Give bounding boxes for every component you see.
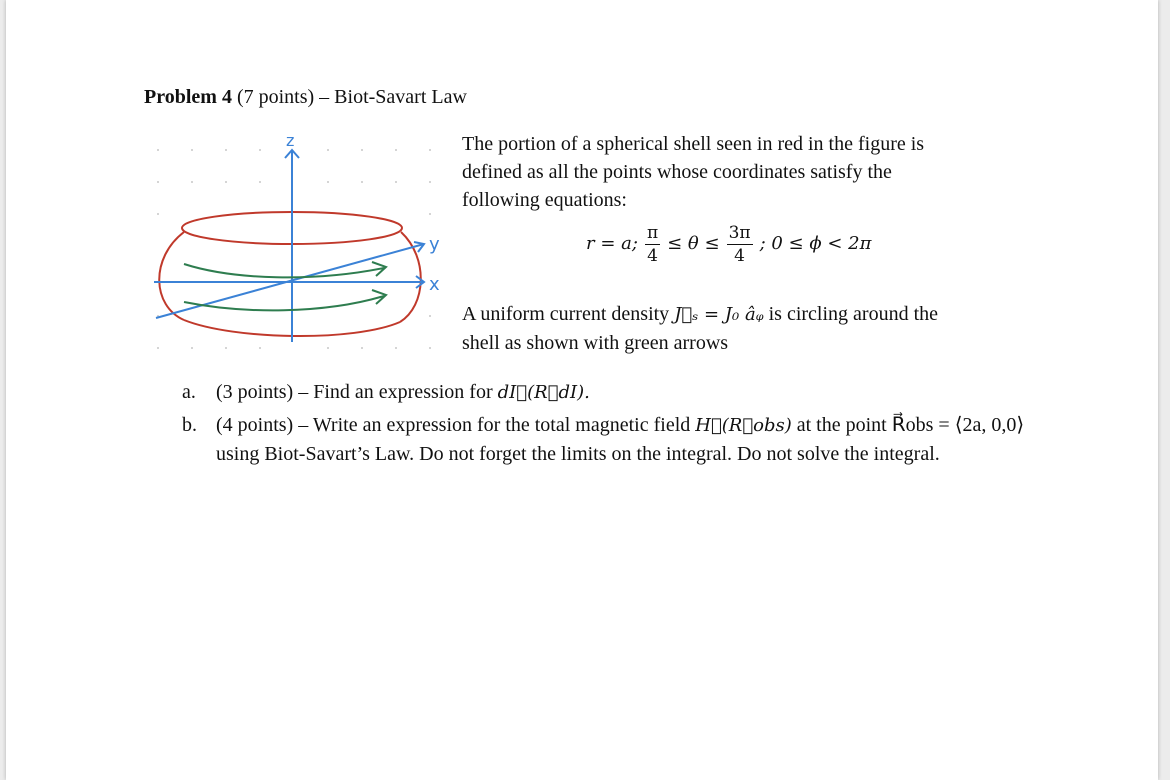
equation-radius: r = a;: [586, 233, 638, 255]
question-label: a.: [182, 381, 196, 403]
fraction-pi-over-4: $\frac{\pi}{4}$: [646, 223, 659, 266]
fraction-3pi-over-4: $\frac{3\pi}{4}$: [728, 223, 751, 266]
coordinate-axes: [154, 150, 424, 342]
current-density-paragraph: A uniform current density J⃗ₛ = J₀ âᵩ is circling around the shell as shown with green arrows: [462, 303, 939, 354]
question-label: b.: [182, 414, 197, 436]
axis-y-label: y: [429, 234, 440, 255]
red-shell: [159, 212, 421, 336]
current-density-symbol: J⃗ₛ = J₀ âᵩ: [674, 304, 764, 325]
question-math: H⃗(R⃗obs): [695, 415, 792, 436]
problem-number: Problem 4: [144, 86, 232, 108]
question-math: dI⃗(R⃗dI).: [497, 382, 590, 403]
description-line: defined as all the points whose coordinates satisfy the: [462, 161, 892, 183]
question-a: a. (3 points) – Find an expression for dI⃗(R⃗dI).: [182, 378, 1042, 407]
axis-x-label: x: [429, 274, 440, 295]
description-line: following equations:: [462, 189, 627, 211]
question-list: [182, 378, 1042, 473]
equation-theta-bounds: ≤ θ ≤: [667, 233, 720, 255]
spherical-shell-figure: [144, 128, 444, 358]
description-line: The portion of a spherical shell seen in red in the figure is: [462, 133, 925, 155]
current-arrows: [184, 262, 386, 310]
equation-phi-bounds: ; 0 ≤ ϕ < 2π: [759, 233, 872, 255]
problem-heading: [144, 86, 467, 109]
shell-equation: [586, 222, 926, 282]
question-b: b. (4 points) – Write an expression for the total magnetic field H⃗(R⃗obs) at the point R⃗obs = ⟨2a, 0,0⟩ using Biot-Savart’s Law. Do not forget the limits on the integral. Do not solve the integral.: [182, 411, 1042, 469]
description-paragraph: [462, 130, 1022, 214]
problem-title: (7 points) – Biot-Savart Law: [231, 86, 467, 108]
grid-dots: [157, 149, 431, 349]
document-page: [6, 0, 1158, 780]
axis-z-label: z: [286, 131, 295, 150]
